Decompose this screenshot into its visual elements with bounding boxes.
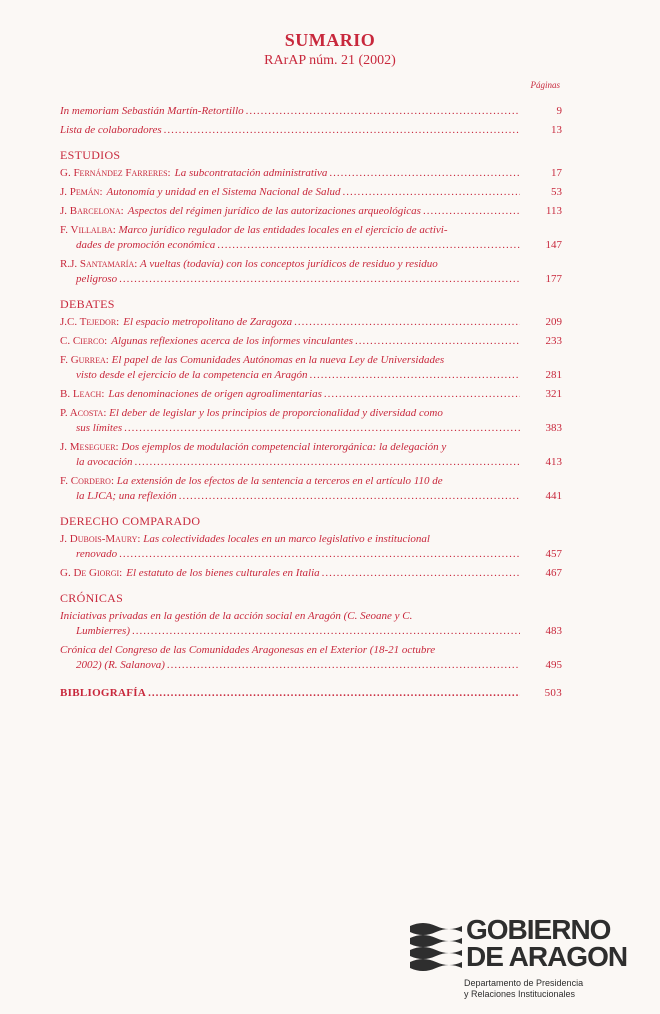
page-number: 113 (545, 205, 562, 217)
entry-title: A vueltas (todavía) con los conceptos jurídicos de residuo y residuo (140, 258, 438, 270)
section-heading: CRÓNICAS (60, 591, 124, 605)
entry-title-continued: sus límites (76, 422, 123, 434)
entry-title: In memoriam Sebastián Martín-Retortillo (60, 105, 244, 117)
entry-title-continued: visto desde el ejercicio de la competencia en Aragón (76, 369, 308, 381)
toc-entry (60, 334, 562, 349)
entry-title: Dos ejemplos de modulación competencial interorgánica: la delegación y (121, 441, 447, 453)
entry-title: El espacio metropolitano de Zaragoza (123, 316, 293, 328)
logo-line-1: GOBIERNO (466, 914, 611, 945)
entry-title-continued: la LJCA; una reflexión (76, 490, 177, 502)
entry-author: F. Villalba: (60, 224, 116, 236)
entry-author: J. Dubois-Maury: (60, 533, 141, 545)
page-number: 441 (545, 490, 562, 502)
entry-title: Iniciativas privadas en la gestión de la acción social en Aragón (C. Seoane y C. (60, 610, 413, 622)
entry-author: P. Acosta: (60, 407, 107, 419)
department-name (464, 978, 583, 1000)
department-line-1: Departamento de Presidencia (464, 978, 584, 988)
page-number: 177 (545, 273, 562, 285)
page-number: 383 (545, 422, 562, 434)
toc-entry (60, 643, 562, 673)
section-heading: DERECHO COMPARADO (60, 514, 201, 528)
bibliography-heading: BIBLIOGRAFÍA (60, 687, 147, 699)
pages-column-label: Páginas (530, 80, 560, 90)
logo-wordmark (466, 916, 627, 970)
entry-author: G. Fernández Farreres: (60, 167, 171, 179)
page-number: 503 (544, 687, 562, 699)
toc-entry (60, 406, 562, 436)
section-heading: ESTUDIOS (60, 148, 121, 162)
department-line-2: y Relaciones Institucionales (464, 989, 576, 999)
page-number: 483 (545, 625, 562, 637)
bibliography-entry (60, 687, 562, 699)
entry-title: Las denominaciones de origen agroalimentarias (108, 388, 322, 400)
page-number: 9 (556, 105, 562, 117)
entry-title: Crónica del Congreso de las Comunidades Aragonesas en el Exterior (18-21 octubre (60, 644, 436, 656)
entry-author: C. Cierco: (60, 335, 108, 347)
entry-title: Lista de colaboradores (60, 124, 162, 136)
entry-title-continued: la avocación (76, 456, 133, 468)
entry-title: El papel de las Comunidades Autónomas en la nueva Ley de Universidades (111, 354, 445, 366)
entry-author: F. Gurrea: (60, 354, 109, 366)
entry-author: J. Pemán: (60, 186, 103, 198)
entry-title: Aspectos del régimen jurídico de las autorizaciones arqueológicas (127, 205, 421, 217)
toc-entry (60, 387, 562, 402)
toc-entry (60, 440, 562, 470)
page-number: 53 (551, 186, 562, 198)
entry-title: La extensión de los efectos de la sentencia a terceros en el artículo 110 de (116, 475, 443, 487)
page-number: 233 (545, 335, 562, 347)
page-number: 413 (545, 456, 562, 468)
toc-entry (60, 223, 562, 253)
section-heading: DEBATES (60, 297, 115, 311)
entry-title-continued: Lumbierres) (76, 625, 130, 637)
page-number: 209 (545, 316, 562, 328)
toc-entry (60, 123, 562, 138)
entry-author: G. De Giorgi: (60, 567, 123, 579)
page-number: 457 (545, 548, 562, 560)
entry-author: J. Meseguer: (60, 441, 119, 453)
toc-entry (60, 474, 562, 504)
entry-title-continued: peligroso (76, 273, 118, 285)
page-title: SUMARIO (284, 30, 376, 50)
entry-title: El deber de legislar y los principios de proporcionalidad y diversidad como (109, 407, 443, 419)
toc-entry (60, 315, 562, 330)
toc-entry (60, 609, 562, 639)
toc-entry (60, 566, 562, 581)
toc-entry (60, 532, 562, 562)
entry-title: Marco jurídico regulador de las entidades locales en el ejercicio de activi- (118, 224, 448, 236)
entry-author: F. Cordero: (60, 475, 115, 487)
aragon-emblem-icon (410, 920, 462, 972)
entry-title-continued: dades de promoción económica (76, 239, 216, 251)
page-number: 281 (545, 369, 562, 381)
entry-title-continued: renovado (76, 548, 118, 560)
table-of-contents (60, 104, 562, 702)
page-number: 467 (545, 567, 562, 579)
page-number: 17 (551, 167, 562, 179)
entry-title: Algunas reflexiones acerca de los informes vinculantes (111, 335, 353, 347)
toc-entry (60, 204, 562, 219)
page-subtitle: RArAP núm. 21 (2002) (264, 53, 396, 68)
page-number: 147 (545, 239, 562, 251)
entry-author: B. Leach: (60, 388, 105, 400)
entry-title: Las colectividades locales en un marco legislativo e institucional (143, 533, 430, 545)
logo-line-2: DE ARAGON (466, 941, 628, 972)
entry-author: J. Barcelona: (60, 205, 124, 217)
entry-title: Autonomía y unidad en el Sistema Nacional de Salud (106, 186, 341, 198)
entry-title-continued: 2002) (R. Salanova) (76, 659, 165, 671)
page-number: 13 (551, 124, 562, 136)
toc-entry (60, 166, 562, 181)
toc-entry (60, 104, 562, 119)
page-number: 495 (545, 659, 562, 671)
toc-entry (60, 257, 562, 287)
entry-title: La subcontratación administrativa (174, 167, 328, 179)
toc-entry (60, 185, 562, 200)
entry-author: J.C. Tejedor: (60, 316, 120, 328)
entry-author: R.J. Santamaría: (60, 258, 138, 270)
entry-title: El estatuto de los bienes culturales en Italia (126, 567, 320, 579)
page-number: 321 (545, 388, 562, 400)
gobierno-de-aragon-logo (410, 916, 645, 1006)
toc-entry (60, 353, 562, 383)
